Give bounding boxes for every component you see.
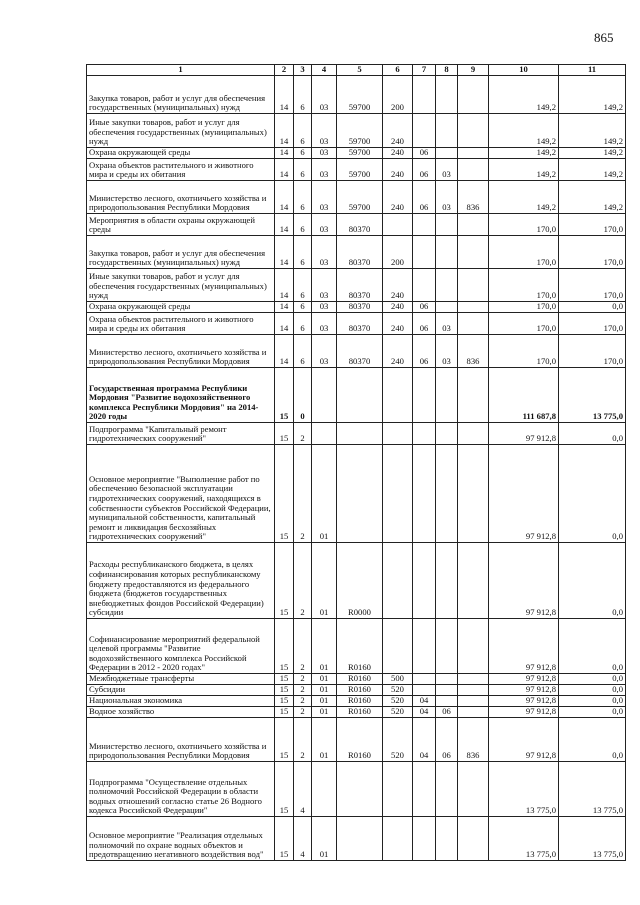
- code-ministry-cell: [458, 368, 489, 423]
- code-direction-cell: 80370: [337, 313, 383, 335]
- amount-2020-cell: 13 775,0: [559, 817, 626, 861]
- code-ministry-cell: [458, 114, 489, 148]
- table-row: [87, 543, 626, 619]
- code-division-cell: 06: [413, 181, 436, 214]
- amount-2019-cell: 97 912,8: [489, 707, 559, 718]
- code-subdivision-cell: [436, 423, 458, 445]
- code-section-cell: 15: [275, 674, 294, 685]
- row-name-cell: Основное мероприятие "Выполнение работ по обеспечению безопасной эксплуатации гидротехнических сооружений, находящихся в собственности субъектов Российской Федерации, муниципальной собственности, капитальный ремонт и ликвидация бесхозяйных гидротехнических сооружений": [87, 445, 275, 543]
- code-subdivision-cell: [436, 619, 458, 674]
- code-ministry-cell: [458, 302, 489, 313]
- table-row: [87, 762, 626, 817]
- amount-2019-cell: 170,0: [489, 335, 559, 368]
- amount-2019-cell: 170,0: [489, 269, 559, 302]
- code-ministry-cell: [458, 685, 489, 696]
- code-expense-type-cell: 200: [383, 76, 413, 114]
- table-row: [87, 313, 626, 335]
- code-subdivision-cell: [436, 302, 458, 313]
- code-subdivision-cell: 03: [436, 313, 458, 335]
- code-program-cell: 2: [294, 445, 312, 543]
- code-subdivision-cell: 03: [436, 159, 458, 181]
- code-subdivision-cell: [436, 269, 458, 302]
- code-expense-type-cell: [383, 214, 413, 236]
- code-division-cell: [413, 543, 436, 619]
- amount-2020-cell: 149,2: [559, 114, 626, 148]
- code-program-cell: 2: [294, 696, 312, 707]
- header-cell: 11: [559, 65, 626, 76]
- row-name-cell: Софинансирование мероприятий федеральной целевой программы "Развитие водохозяйственного комплекса Российской Федерации в 2012 - 2020 годах": [87, 619, 275, 674]
- code-direction-cell: [337, 423, 383, 445]
- code-ministry-cell: 836: [458, 718, 489, 762]
- amount-2020-cell: 149,2: [559, 181, 626, 214]
- code-direction-cell: 80370: [337, 302, 383, 313]
- code-direction-cell: R0160: [337, 718, 383, 762]
- code-direction-cell: 59700: [337, 148, 383, 159]
- code-program-cell: 2: [294, 674, 312, 685]
- code-program-cell: 6: [294, 313, 312, 335]
- code-division-cell: 04: [413, 707, 436, 718]
- code-division-cell: [413, 445, 436, 543]
- code-ministry-cell: [458, 236, 489, 269]
- code-ministry-cell: [458, 619, 489, 674]
- header-cell: 8: [436, 65, 458, 76]
- code-subprogram-cell: 03: [312, 181, 337, 214]
- code-subprogram-cell: 03: [312, 114, 337, 148]
- code-section-cell: 14: [275, 76, 294, 114]
- table-row: [87, 148, 626, 159]
- amount-2019-cell: 13 775,0: [489, 762, 559, 817]
- code-direction-cell: R0160: [337, 674, 383, 685]
- amount-2020-cell: 0,0: [559, 423, 626, 445]
- code-program-cell: 6: [294, 302, 312, 313]
- code-expense-type-cell: [383, 619, 413, 674]
- code-division-cell: 06: [413, 302, 436, 313]
- table-row: [87, 674, 626, 685]
- code-ministry-cell: 836: [458, 335, 489, 368]
- code-program-cell: 6: [294, 148, 312, 159]
- code-ministry-cell: [458, 696, 489, 707]
- code-expense-type-cell: 240: [383, 159, 413, 181]
- code-direction-cell: 80370: [337, 269, 383, 302]
- amount-2019-cell: 97 912,8: [489, 619, 559, 674]
- code-ministry-cell: [458, 76, 489, 114]
- code-division-cell: [413, 762, 436, 817]
- code-subdivision-cell: [436, 817, 458, 861]
- code-direction-cell: [337, 368, 383, 423]
- code-subdivision-cell: [436, 214, 458, 236]
- code-program-cell: 6: [294, 76, 312, 114]
- code-subprogram-cell: 03: [312, 159, 337, 181]
- code-division-cell: [413, 269, 436, 302]
- table-row: [87, 685, 626, 696]
- code-section-cell: 15: [275, 445, 294, 543]
- table-row: [87, 368, 626, 423]
- code-section-cell: 15: [275, 423, 294, 445]
- header-cell: 1: [87, 65, 275, 76]
- code-division-cell: [413, 214, 436, 236]
- code-program-cell: 2: [294, 619, 312, 674]
- header-cell: 2: [275, 65, 294, 76]
- amount-2019-cell: 170,0: [489, 313, 559, 335]
- code-subprogram-cell: 01: [312, 817, 337, 861]
- code-division-cell: 04: [413, 718, 436, 762]
- code-section-cell: 15: [275, 619, 294, 674]
- code-division-cell: [413, 114, 436, 148]
- header-cell: 4: [312, 65, 337, 76]
- row-name-cell: Государственная программа Республики Мордовия "Развитие водохозяйственного комплекса Республики Мордовия" на 2014-2020 годы: [87, 368, 275, 423]
- code-expense-type-cell: [383, 368, 413, 423]
- code-subdivision-cell: [436, 696, 458, 707]
- code-ministry-cell: [458, 707, 489, 718]
- code-section-cell: 14: [275, 302, 294, 313]
- code-direction-cell: 59700: [337, 114, 383, 148]
- code-division-cell: [413, 368, 436, 423]
- amount-2019-cell: 97 912,8: [489, 685, 559, 696]
- code-expense-type-cell: 500: [383, 674, 413, 685]
- code-program-cell: 6: [294, 214, 312, 236]
- code-program-cell: 2: [294, 685, 312, 696]
- code-program-cell: 6: [294, 159, 312, 181]
- amount-2020-cell: 0,0: [559, 302, 626, 313]
- header-cell: 3: [294, 65, 312, 76]
- code-ministry-cell: [458, 148, 489, 159]
- header-cell: 5: [337, 65, 383, 76]
- code-subdivision-cell: [436, 236, 458, 269]
- amount-2019-cell: 149,2: [489, 148, 559, 159]
- row-name-cell: Министерство лесного, охотничьего хозяйства и природопользования Республики Мордовия: [87, 181, 275, 214]
- code-subdivision-cell: 03: [436, 335, 458, 368]
- code-subprogram-cell: 03: [312, 302, 337, 313]
- code-expense-type-cell: 240: [383, 313, 413, 335]
- code-program-cell: 6: [294, 236, 312, 269]
- row-name-cell: Закупка товаров, работ и услуг для обеспечения государственных (муниципальных) нужд: [87, 236, 275, 269]
- row-name-cell: Охрана объектов растительного и животного мира и среды их обитания: [87, 159, 275, 181]
- code-direction-cell: 59700: [337, 159, 383, 181]
- code-ministry-cell: [458, 674, 489, 685]
- code-division-cell: 06: [413, 148, 436, 159]
- amount-2020-cell: 0,0: [559, 685, 626, 696]
- code-section-cell: 14: [275, 114, 294, 148]
- code-ministry-cell: [458, 817, 489, 861]
- code-expense-type-cell: 240: [383, 302, 413, 313]
- code-subprogram-cell: 03: [312, 335, 337, 368]
- row-name-cell: Субсидии: [87, 685, 275, 696]
- code-subdivision-cell: [436, 445, 458, 543]
- code-division-cell: 06: [413, 313, 436, 335]
- code-section-cell: 14: [275, 148, 294, 159]
- amount-2020-cell: 0,0: [559, 674, 626, 685]
- code-program-cell: 4: [294, 762, 312, 817]
- code-direction-cell: R0160: [337, 707, 383, 718]
- amount-2020-cell: 170,0: [559, 313, 626, 335]
- code-direction-cell: 59700: [337, 181, 383, 214]
- header-cell: 9: [458, 65, 489, 76]
- code-direction-cell: 59700: [337, 76, 383, 114]
- table-row: [87, 707, 626, 718]
- code-division-cell: [413, 674, 436, 685]
- page-number: 865: [594, 30, 614, 45]
- code-ministry-cell: [458, 543, 489, 619]
- amount-2020-cell: 13 775,0: [559, 762, 626, 817]
- code-expense-type-cell: 520: [383, 718, 413, 762]
- row-name-cell: Мероприятия в области охраны окружающей среды: [87, 214, 275, 236]
- code-expense-type-cell: [383, 762, 413, 817]
- code-program-cell: 6: [294, 335, 312, 368]
- amount-2019-cell: 13 775,0: [489, 817, 559, 861]
- amount-2019-cell: 170,0: [489, 214, 559, 236]
- amount-2019-cell: 170,0: [489, 302, 559, 313]
- amount-2019-cell: 149,2: [489, 159, 559, 181]
- code-direction-cell: R0160: [337, 685, 383, 696]
- code-program-cell: 6: [294, 269, 312, 302]
- code-ministry-cell: [458, 423, 489, 445]
- code-subdivision-cell: [436, 76, 458, 114]
- code-division-cell: 04: [413, 696, 436, 707]
- code-subprogram-cell: 03: [312, 214, 337, 236]
- table-row: [87, 181, 626, 214]
- amount-2020-cell: 0,0: [559, 619, 626, 674]
- table-row: [87, 335, 626, 368]
- table-row: [87, 159, 626, 181]
- amount-2020-cell: 0,0: [559, 696, 626, 707]
- code-expense-type-cell: [383, 423, 413, 445]
- code-subdivision-cell: [436, 368, 458, 423]
- row-name-cell: Водное хозяйство: [87, 707, 275, 718]
- row-name-cell: Министерство лесного, охотничьего хозяйства и природопользования Республики Мордовия: [87, 718, 275, 762]
- code-subdivision-cell: [436, 762, 458, 817]
- table-row: [87, 718, 626, 762]
- row-name-cell: Охрана окружающей среды: [87, 302, 275, 313]
- code-direction-cell: [337, 762, 383, 817]
- row-name-cell: Основное мероприятие "Реализация отдельных полномочий по охране водных объектов и предотвращению негативного воздействия вод": [87, 817, 275, 861]
- amount-2019-cell: 97 912,8: [489, 423, 559, 445]
- code-division-cell: 06: [413, 335, 436, 368]
- amount-2019-cell: 111 687,8: [489, 368, 559, 423]
- code-expense-type-cell: 240: [383, 181, 413, 214]
- header-cell: 7: [413, 65, 436, 76]
- row-name-cell: Национальная экономика: [87, 696, 275, 707]
- code-program-cell: 2: [294, 423, 312, 445]
- code-section-cell: 14: [275, 159, 294, 181]
- table-row: [87, 817, 626, 861]
- code-ministry-cell: [458, 762, 489, 817]
- code-ministry-cell: [458, 159, 489, 181]
- amount-2020-cell: 149,2: [559, 148, 626, 159]
- code-expense-type-cell: 520: [383, 685, 413, 696]
- code-subdivision-cell: [436, 685, 458, 696]
- code-direction-cell: R0000: [337, 543, 383, 619]
- code-program-cell: 2: [294, 543, 312, 619]
- code-section-cell: 15: [275, 696, 294, 707]
- code-subprogram-cell: [312, 423, 337, 445]
- table-row: [87, 236, 626, 269]
- code-ministry-cell: [458, 269, 489, 302]
- code-division-cell: [413, 236, 436, 269]
- code-subprogram-cell: 01: [312, 685, 337, 696]
- row-name-cell: Иные закупки товаров, работ и услуг для обеспечения государственных (муниципальных) нужд: [87, 269, 275, 302]
- header-cell: 6: [383, 65, 413, 76]
- code-subdivision-cell: [436, 114, 458, 148]
- code-subprogram-cell: 01: [312, 696, 337, 707]
- code-direction-cell: 80370: [337, 335, 383, 368]
- code-subprogram-cell: 03: [312, 269, 337, 302]
- amount-2020-cell: 170,0: [559, 214, 626, 236]
- code-direction-cell: 80370: [337, 214, 383, 236]
- code-section-cell: 14: [275, 236, 294, 269]
- amount-2019-cell: 97 912,8: [489, 696, 559, 707]
- amount-2019-cell: 97 912,8: [489, 543, 559, 619]
- code-section-cell: 15: [275, 707, 294, 718]
- code-section-cell: 14: [275, 335, 294, 368]
- row-name-cell: Подпрограмма "Капитальный ремонт гидротехнических сооружений": [87, 423, 275, 445]
- code-subprogram-cell: [312, 368, 337, 423]
- amount-2020-cell: 149,2: [559, 159, 626, 181]
- code-expense-type-cell: 520: [383, 696, 413, 707]
- code-expense-type-cell: 240: [383, 269, 413, 302]
- code-expense-type-cell: 240: [383, 148, 413, 159]
- code-program-cell: 2: [294, 718, 312, 762]
- code-section-cell: 15: [275, 685, 294, 696]
- amount-2019-cell: 149,2: [489, 114, 559, 148]
- code-division-cell: [413, 76, 436, 114]
- code-subprogram-cell: 01: [312, 674, 337, 685]
- table-row: [87, 214, 626, 236]
- code-subprogram-cell: 03: [312, 236, 337, 269]
- row-name-cell: Межбюджетные трансферты: [87, 674, 275, 685]
- code-division-cell: [413, 619, 436, 674]
- code-direction-cell: 80370: [337, 236, 383, 269]
- code-section-cell: 14: [275, 269, 294, 302]
- code-direction-cell: R0160: [337, 696, 383, 707]
- row-name-cell: Иные закупки товаров, работ и услуг для обеспечения государственных (муниципальных) нужд: [87, 114, 275, 148]
- amount-2020-cell: 0,0: [559, 543, 626, 619]
- row-name-cell: Подпрограмма "Осуществление отдельных полномочий Российской Федерации в области водных отношений согласно статье 26 Водного кодекса Российской Федерации": [87, 762, 275, 817]
- amount-2019-cell: 149,2: [489, 181, 559, 214]
- table-row: [87, 76, 626, 114]
- code-division-cell: [413, 817, 436, 861]
- amount-2020-cell: 149,2: [559, 76, 626, 114]
- code-expense-type-cell: [383, 817, 413, 861]
- code-expense-type-cell: [383, 543, 413, 619]
- code-subdivision-cell: 06: [436, 718, 458, 762]
- amount-2019-cell: 97 912,8: [489, 445, 559, 543]
- code-subprogram-cell: 01: [312, 543, 337, 619]
- budget-table: [86, 64, 626, 861]
- header-row: [87, 65, 626, 76]
- code-subprogram-cell: 01: [312, 707, 337, 718]
- row-name-cell: Министерство лесного, охотничьего хозяйства и природопользования Республики Мордовия: [87, 335, 275, 368]
- code-subdivision-cell: 03: [436, 181, 458, 214]
- amount-2020-cell: 0,0: [559, 707, 626, 718]
- code-expense-type-cell: 520: [383, 707, 413, 718]
- amount-2020-cell: 13 775,0: [559, 368, 626, 423]
- table-row: [87, 445, 626, 543]
- header-cell: 10: [489, 65, 559, 76]
- amount-2020-cell: 170,0: [559, 335, 626, 368]
- row-name-cell: Охрана объектов растительного и животного мира и среды их обитания: [87, 313, 275, 335]
- table-row: [87, 302, 626, 313]
- row-name-cell: Охрана окружающей среды: [87, 148, 275, 159]
- code-subprogram-cell: 03: [312, 76, 337, 114]
- code-subprogram-cell: 03: [312, 148, 337, 159]
- amount-2019-cell: 170,0: [489, 236, 559, 269]
- code-subdivision-cell: 06: [436, 707, 458, 718]
- code-program-cell: 6: [294, 114, 312, 148]
- amount-2020-cell: 170,0: [559, 236, 626, 269]
- table-row: [87, 423, 626, 445]
- amount-2020-cell: 0,0: [559, 445, 626, 543]
- code-section-cell: 15: [275, 762, 294, 817]
- table-row: [87, 619, 626, 674]
- code-direction-cell: R0160: [337, 619, 383, 674]
- code-subdivision-cell: [436, 148, 458, 159]
- code-program-cell: 6: [294, 181, 312, 214]
- code-section-cell: 15: [275, 543, 294, 619]
- code-section-cell: 15: [275, 718, 294, 762]
- row-name-cell: Закупка товаров, работ и услуг для обеспечения государственных (муниципальных) нужд: [87, 76, 275, 114]
- code-program-cell: 4: [294, 817, 312, 861]
- code-section-cell: 14: [275, 181, 294, 214]
- code-direction-cell: [337, 817, 383, 861]
- code-ministry-cell: 836: [458, 181, 489, 214]
- table-row: [87, 696, 626, 707]
- code-expense-type-cell: [383, 445, 413, 543]
- code-subprogram-cell: 01: [312, 718, 337, 762]
- amount-2019-cell: 97 912,8: [489, 718, 559, 762]
- code-section-cell: 14: [275, 313, 294, 335]
- code-subdivision-cell: [436, 674, 458, 685]
- code-subprogram-cell: 03: [312, 313, 337, 335]
- code-subdivision-cell: [436, 543, 458, 619]
- code-ministry-cell: [458, 313, 489, 335]
- code-division-cell: [413, 423, 436, 445]
- code-division-cell: [413, 685, 436, 696]
- code-expense-type-cell: 240: [383, 114, 413, 148]
- code-program-cell: 2: [294, 707, 312, 718]
- amount-2019-cell: 149,2: [489, 76, 559, 114]
- row-name-cell: Расходы республиканского бюджета, в целях софинансирования которых республиканскому бюджету предоставляются из федерального бюджета (бюджетов государственных внебюджетных фондов Российской Федерации) субсидии: [87, 543, 275, 619]
- code-division-cell: 06: [413, 159, 436, 181]
- code-program-cell: 0: [294, 368, 312, 423]
- amount-2020-cell: 170,0: [559, 269, 626, 302]
- code-expense-type-cell: 200: [383, 236, 413, 269]
- amount-2020-cell: 0,0: [559, 718, 626, 762]
- amount-2019-cell: 97 912,8: [489, 674, 559, 685]
- code-subprogram-cell: [312, 762, 337, 817]
- code-section-cell: 15: [275, 817, 294, 861]
- code-direction-cell: [337, 445, 383, 543]
- table-row: [87, 269, 626, 302]
- code-section-cell: 15: [275, 368, 294, 423]
- table-row: [87, 114, 626, 148]
- code-ministry-cell: [458, 445, 489, 543]
- code-subprogram-cell: 01: [312, 445, 337, 543]
- code-ministry-cell: [458, 214, 489, 236]
- code-expense-type-cell: 240: [383, 335, 413, 368]
- code-subprogram-cell: 01: [312, 619, 337, 674]
- code-section-cell: 14: [275, 214, 294, 236]
